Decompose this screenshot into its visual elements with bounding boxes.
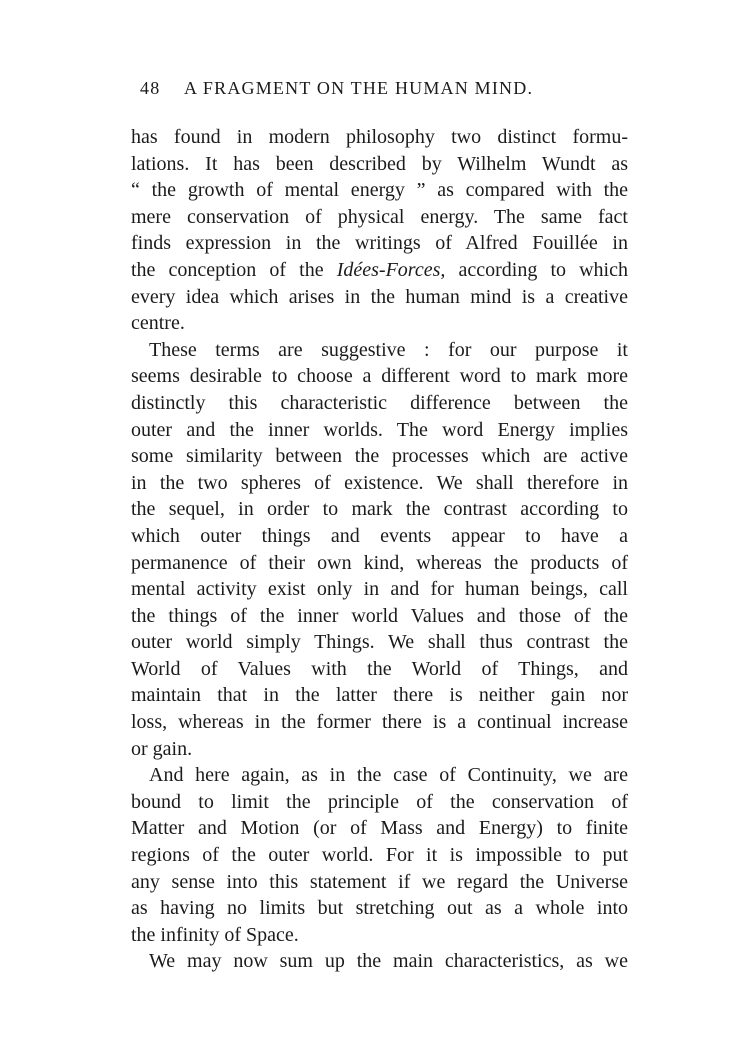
text-line: in the two spheres of existence. We shall therefore in	[131, 471, 628, 494]
text-line: the sequel, in order to mark the contrast according to	[131, 498, 628, 521]
text-line: maintain that in the latter there is neither gain nor	[131, 684, 628, 707]
text-line: has found in modern philosophy two distinct formu-	[131, 126, 628, 148]
text-line: bound to limit the principle of the conservation of	[131, 790, 628, 813]
text-line: centre.	[131, 312, 185, 335]
text-run: according to which	[445, 258, 628, 281]
running-title: A FRAGMENT ON THE HUMAN MIND.	[184, 78, 534, 98]
text-line: the infinity of Space.	[131, 923, 299, 946]
text-line: as having no limits but stretching out as a whole into	[131, 897, 628, 920]
text-line: Matter and Motion (or of Mass and Energy) to finite	[131, 817, 628, 840]
text-line: World of Values with the World of Things, and	[131, 657, 628, 680]
text-line: seems desirable to choose a different word to mark more	[131, 365, 628, 388]
text-line: And here again, as in the case of Continuity, we are	[149, 764, 628, 787]
text-line: We may now sum up the main characteristics, as we	[149, 950, 628, 973]
text-line: mere conservation of physical energy. The same fact	[131, 205, 628, 228]
text-line: regions of the outer world. For it is impossible to put	[131, 844, 628, 867]
paragraph	[131, 124, 628, 337]
text-line: any sense into this statement if we regard the Universe	[131, 870, 628, 893]
text-line: some similarity between the processes which are active	[131, 445, 628, 468]
body-text	[131, 124, 628, 975]
text-line: outer and the inner worlds. The word Energy implies	[131, 418, 628, 441]
text-line: “ the growth of mental energy ” as compared with the	[131, 179, 628, 202]
text-line: loss, whereas in the former there is a continual increase	[131, 711, 628, 734]
text-line: outer world simply Things. We shall thus contrast the	[131, 631, 628, 654]
paragraph	[131, 762, 628, 948]
text-line: These terms are suggestive : for our purpose it	[149, 338, 628, 361]
running-head	[140, 78, 586, 99]
text-line: finds expression in the writings of Alfred Fouillée in	[131, 232, 628, 255]
text-line: permanence of their own kind, whereas the products of	[131, 551, 628, 574]
text-line	[131, 257, 628, 284]
paragraph	[131, 948, 628, 975]
text-line: every idea which arises in the human mind is a creative	[131, 285, 628, 308]
page-number: 48	[140, 78, 161, 98]
text-line: distinctly this characteristic difference between the	[131, 391, 628, 414]
text-line: or gain.	[131, 737, 193, 760]
text-run: the conception of the	[131, 258, 337, 281]
paragraph	[131, 337, 628, 763]
italic-term: Idées-Forces,	[336, 258, 446, 281]
text-line: which outer things and events appear to have a	[131, 524, 628, 547]
text-line: mental activity exist only in and for human beings, call	[131, 578, 628, 601]
text-line: the things of the inner world Values and those of the	[131, 604, 628, 627]
text-line: lations. It has been described by Wilhelm Wundt as	[131, 152, 628, 175]
